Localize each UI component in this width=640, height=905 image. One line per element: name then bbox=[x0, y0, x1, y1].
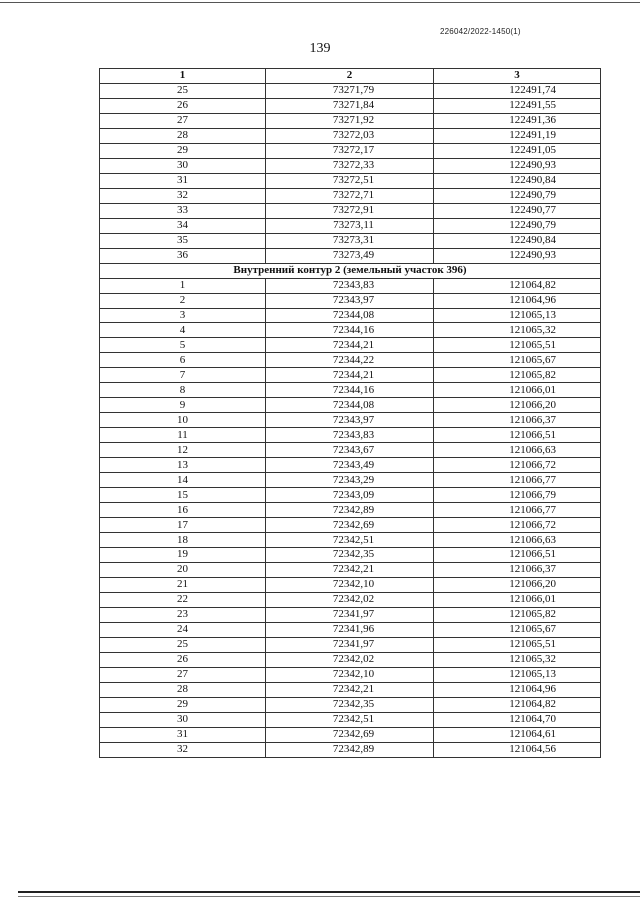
table-row bbox=[100, 652, 601, 667]
x-coordinate-cell: 72342,69 bbox=[266, 518, 434, 533]
point-number-cell: 25 bbox=[100, 637, 266, 652]
x-coordinate-cell: 72342,02 bbox=[266, 652, 434, 667]
point-number-cell: 13 bbox=[100, 458, 266, 473]
x-coordinate-cell: 72344,08 bbox=[266, 308, 434, 323]
table-row bbox=[100, 248, 601, 263]
table-row bbox=[100, 83, 601, 98]
column-header-x: 2 bbox=[266, 69, 434, 84]
point-number-cell: 30 bbox=[100, 158, 266, 173]
y-coordinate-cell: 121065,51 bbox=[434, 338, 601, 353]
x-coordinate-cell: 73272,51 bbox=[266, 173, 434, 188]
x-coordinate-cell: 73272,17 bbox=[266, 143, 434, 158]
point-number-cell: 29 bbox=[100, 697, 266, 712]
table-row bbox=[100, 637, 601, 652]
table-row bbox=[100, 503, 601, 518]
table-row bbox=[100, 488, 601, 503]
point-number-cell: 17 bbox=[100, 518, 266, 533]
table-row bbox=[100, 143, 601, 158]
y-coordinate-cell: 121064,70 bbox=[434, 712, 601, 727]
y-coordinate-cell: 121064,82 bbox=[434, 278, 601, 293]
x-coordinate-cell: 72342,51 bbox=[266, 712, 434, 727]
point-number-cell: 20 bbox=[100, 562, 266, 577]
column-header-point: 1 bbox=[100, 69, 266, 84]
x-coordinate-cell: 73273,49 bbox=[266, 248, 434, 263]
x-coordinate-cell: 72344,16 bbox=[266, 383, 434, 398]
y-coordinate-cell: 122490,93 bbox=[434, 248, 601, 263]
y-coordinate-cell: 121064,96 bbox=[434, 293, 601, 308]
table-row bbox=[100, 533, 601, 548]
y-coordinate-cell: 121064,56 bbox=[434, 742, 601, 757]
point-number-cell: 9 bbox=[100, 398, 266, 413]
y-coordinate-cell: 121066,01 bbox=[434, 383, 601, 398]
x-coordinate-cell: 72343,83 bbox=[266, 278, 434, 293]
y-coordinate-cell: 122490,84 bbox=[434, 233, 601, 248]
section-header-row bbox=[100, 263, 601, 278]
y-coordinate-cell: 121066,72 bbox=[434, 518, 601, 533]
x-coordinate-cell: 72344,21 bbox=[266, 368, 434, 383]
y-coordinate-cell: 121066,63 bbox=[434, 443, 601, 458]
x-coordinate-cell: 73271,92 bbox=[266, 113, 434, 128]
y-coordinate-cell: 121065,13 bbox=[434, 667, 601, 682]
y-coordinate-cell: 122491,55 bbox=[434, 98, 601, 113]
top-rule bbox=[0, 2, 640, 3]
table-row bbox=[100, 293, 601, 308]
table-row bbox=[100, 383, 601, 398]
y-coordinate-cell: 121064,96 bbox=[434, 682, 601, 697]
point-number-cell: 4 bbox=[100, 323, 266, 338]
y-coordinate-cell: 121066,51 bbox=[434, 428, 601, 443]
table-row bbox=[100, 278, 601, 293]
y-coordinate-cell: 122490,84 bbox=[434, 173, 601, 188]
y-coordinate-cell: 121065,82 bbox=[434, 368, 601, 383]
table-row bbox=[100, 548, 601, 563]
point-number-cell: 24 bbox=[100, 622, 266, 637]
y-coordinate-cell: 121066,37 bbox=[434, 562, 601, 577]
x-coordinate-cell: 72342,10 bbox=[266, 667, 434, 682]
point-number-cell: 16 bbox=[100, 503, 266, 518]
x-coordinate-cell: 72343,97 bbox=[266, 413, 434, 428]
y-coordinate-cell: 121064,61 bbox=[434, 727, 601, 742]
table-row bbox=[100, 338, 601, 353]
point-number-cell: 12 bbox=[100, 443, 266, 458]
x-coordinate-cell: 72342,89 bbox=[266, 742, 434, 757]
table-row bbox=[100, 682, 601, 697]
table-row bbox=[100, 458, 601, 473]
point-number-cell: 3 bbox=[100, 308, 266, 323]
table-row bbox=[100, 398, 601, 413]
table-row bbox=[100, 697, 601, 712]
point-number-cell: 27 bbox=[100, 667, 266, 682]
point-number-cell: 31 bbox=[100, 727, 266, 742]
y-coordinate-cell: 122490,93 bbox=[434, 158, 601, 173]
x-coordinate-cell: 73273,31 bbox=[266, 233, 434, 248]
x-coordinate-cell: 73273,11 bbox=[266, 218, 434, 233]
x-coordinate-cell: 72342,02 bbox=[266, 592, 434, 607]
x-coordinate-cell: 72341,97 bbox=[266, 607, 434, 622]
x-coordinate-cell: 72342,69 bbox=[266, 727, 434, 742]
x-coordinate-cell: 72342,89 bbox=[266, 503, 434, 518]
y-coordinate-cell: 121065,32 bbox=[434, 323, 601, 338]
y-coordinate-cell: 122490,79 bbox=[434, 188, 601, 203]
x-coordinate-cell: 72344,22 bbox=[266, 353, 434, 368]
table-row bbox=[100, 592, 601, 607]
table-row bbox=[100, 323, 601, 338]
y-coordinate-cell: 122490,77 bbox=[434, 203, 601, 218]
document-number: 226042/2022-1450(1) bbox=[440, 27, 521, 36]
point-number-cell: 10 bbox=[100, 413, 266, 428]
y-coordinate-cell: 121066,77 bbox=[434, 473, 601, 488]
point-number-cell: 32 bbox=[100, 188, 266, 203]
table-row bbox=[100, 173, 601, 188]
point-number-cell: 31 bbox=[100, 173, 266, 188]
x-coordinate-cell: 73271,79 bbox=[266, 83, 434, 98]
x-coordinate-cell: 73271,84 bbox=[266, 98, 434, 113]
point-number-cell: 21 bbox=[100, 577, 266, 592]
point-number-cell: 22 bbox=[100, 592, 266, 607]
point-number-cell: 25 bbox=[100, 83, 266, 98]
y-coordinate-cell: 121066,37 bbox=[434, 413, 601, 428]
y-coordinate-cell: 121065,67 bbox=[434, 622, 601, 637]
table-row bbox=[100, 742, 601, 757]
y-coordinate-cell: 121066,72 bbox=[434, 458, 601, 473]
y-coordinate-cell: 121066,79 bbox=[434, 488, 601, 503]
x-coordinate-cell: 72341,96 bbox=[266, 622, 434, 637]
table-row bbox=[100, 98, 601, 113]
y-coordinate-cell: 122491,05 bbox=[434, 143, 601, 158]
x-coordinate-cell: 73272,03 bbox=[266, 128, 434, 143]
point-number-cell: 30 bbox=[100, 712, 266, 727]
y-coordinate-cell: 121066,51 bbox=[434, 548, 601, 563]
x-coordinate-cell: 72342,35 bbox=[266, 548, 434, 563]
point-number-cell: 36 bbox=[100, 248, 266, 263]
point-number-cell: 8 bbox=[100, 383, 266, 398]
x-coordinate-cell: 72343,09 bbox=[266, 488, 434, 503]
x-coordinate-cell: 73272,71 bbox=[266, 188, 434, 203]
column-header-y: 3 bbox=[434, 69, 601, 84]
bottom-rule-thin bbox=[18, 896, 640, 897]
table-row bbox=[100, 368, 601, 383]
table-row bbox=[100, 712, 601, 727]
y-coordinate-cell: 122490,79 bbox=[434, 218, 601, 233]
y-coordinate-cell: 121065,13 bbox=[434, 308, 601, 323]
x-coordinate-cell: 72344,08 bbox=[266, 398, 434, 413]
point-number-cell: 14 bbox=[100, 473, 266, 488]
y-coordinate-cell: 122491,19 bbox=[434, 128, 601, 143]
x-coordinate-cell: 72343,97 bbox=[266, 293, 434, 308]
x-coordinate-cell: 73272,91 bbox=[266, 203, 434, 218]
table-row bbox=[100, 413, 601, 428]
table-row bbox=[100, 353, 601, 368]
table-row bbox=[100, 113, 601, 128]
point-number-cell: 29 bbox=[100, 143, 266, 158]
y-coordinate-cell: 121065,32 bbox=[434, 652, 601, 667]
point-number-cell: 18 bbox=[100, 533, 266, 548]
page-number: 139 bbox=[309, 41, 331, 56]
x-coordinate-cell: 72341,97 bbox=[266, 637, 434, 652]
x-coordinate-cell: 72344,16 bbox=[266, 323, 434, 338]
point-number-cell: 26 bbox=[100, 652, 266, 667]
table-row bbox=[100, 562, 601, 577]
y-coordinate-cell: 121065,67 bbox=[434, 353, 601, 368]
y-coordinate-cell: 122491,74 bbox=[434, 83, 601, 98]
point-number-cell: 33 bbox=[100, 203, 266, 218]
y-coordinate-cell: 121066,63 bbox=[434, 533, 601, 548]
section-title: Внутренний контур 2 (земельный участок 396) bbox=[100, 263, 601, 278]
point-number-cell: 32 bbox=[100, 742, 266, 757]
table-row bbox=[100, 203, 601, 218]
x-coordinate-cell: 73272,33 bbox=[266, 158, 434, 173]
x-coordinate-cell: 72343,49 bbox=[266, 458, 434, 473]
table-row bbox=[100, 727, 601, 742]
point-number-cell: 11 bbox=[100, 428, 266, 443]
point-number-cell: 28 bbox=[100, 128, 266, 143]
x-coordinate-cell: 72344,21 bbox=[266, 338, 434, 353]
point-number-cell: 1 bbox=[100, 278, 266, 293]
table-row bbox=[100, 473, 601, 488]
point-number-cell: 15 bbox=[100, 488, 266, 503]
table-row bbox=[100, 667, 601, 682]
y-coordinate-cell: 121065,82 bbox=[434, 607, 601, 622]
x-coordinate-cell: 72342,51 bbox=[266, 533, 434, 548]
bottom-rule bbox=[18, 891, 640, 893]
y-coordinate-cell: 121066,01 bbox=[434, 592, 601, 607]
table-row bbox=[100, 622, 601, 637]
table-header-row bbox=[100, 69, 601, 84]
table-row bbox=[100, 233, 601, 248]
point-number-cell: 19 bbox=[100, 548, 266, 563]
y-coordinate-cell: 121064,82 bbox=[434, 697, 601, 712]
point-number-cell: 27 bbox=[100, 113, 266, 128]
point-number-cell: 5 bbox=[100, 338, 266, 353]
point-number-cell: 34 bbox=[100, 218, 266, 233]
y-coordinate-cell: 121066,20 bbox=[434, 577, 601, 592]
y-coordinate-cell: 121065,51 bbox=[434, 637, 601, 652]
point-number-cell: 2 bbox=[100, 293, 266, 308]
x-coordinate-cell: 72342,21 bbox=[266, 682, 434, 697]
table-row bbox=[100, 188, 601, 203]
x-coordinate-cell: 72342,21 bbox=[266, 562, 434, 577]
x-coordinate-cell: 72342,35 bbox=[266, 697, 434, 712]
point-number-cell: 35 bbox=[100, 233, 266, 248]
table-row bbox=[100, 428, 601, 443]
coordinates-table bbox=[99, 68, 601, 758]
point-number-cell: 26 bbox=[100, 98, 266, 113]
point-number-cell: 28 bbox=[100, 682, 266, 697]
table-row bbox=[100, 518, 601, 533]
y-coordinate-cell: 121066,77 bbox=[434, 503, 601, 518]
y-coordinate-cell: 122491,36 bbox=[434, 113, 601, 128]
table-row bbox=[100, 577, 601, 592]
point-number-cell: 7 bbox=[100, 368, 266, 383]
table-row bbox=[100, 218, 601, 233]
table-row bbox=[100, 607, 601, 622]
x-coordinate-cell: 72343,29 bbox=[266, 473, 434, 488]
table-row bbox=[100, 128, 601, 143]
x-coordinate-cell: 72343,83 bbox=[266, 428, 434, 443]
x-coordinate-cell: 72342,10 bbox=[266, 577, 434, 592]
table-row bbox=[100, 443, 601, 458]
x-coordinate-cell: 72343,67 bbox=[266, 443, 434, 458]
y-coordinate-cell: 121066,20 bbox=[434, 398, 601, 413]
point-number-cell: 6 bbox=[100, 353, 266, 368]
table-row bbox=[100, 308, 601, 323]
point-number-cell: 23 bbox=[100, 607, 266, 622]
table-row bbox=[100, 158, 601, 173]
